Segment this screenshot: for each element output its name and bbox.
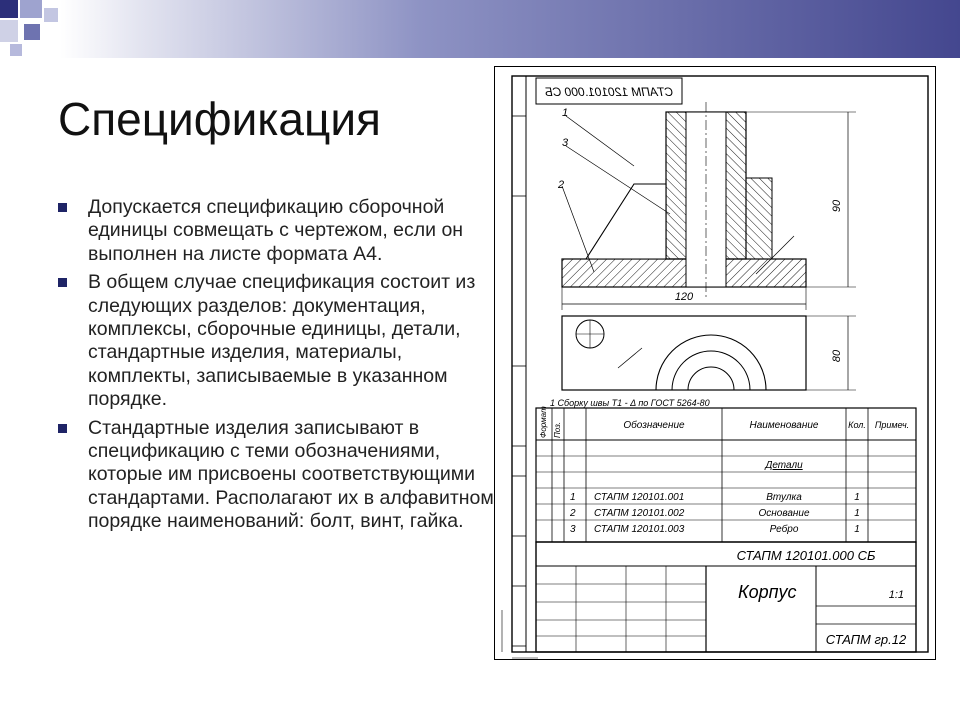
bullet-square-icon [58,424,67,433]
spec-designation: СТАПМ 120101.001 [594,492,685,503]
spec-name: Ребро [769,524,799,535]
bullet-item [52,417,500,534]
mirrored-designation: СТАПМ 120101.000 СБ [544,85,674,99]
rib-left [586,184,666,259]
leader-label: 1 [562,107,569,119]
title-block-designation: СТАПМ 120101.000 СБ [736,548,876,563]
deco-square-2 [20,0,42,18]
bullet-item [52,196,500,266]
spec-name: Втулка [766,492,802,503]
deco-square-1 [0,0,18,18]
spec-qty: 1 [854,508,860,519]
spec-designation: СТАПМ 120101.003 [594,524,685,535]
spec-header-format: Формат [539,406,548,438]
header-band [0,0,960,58]
spec-designation: СТАПМ 120101.002 [594,508,685,519]
deco-square-5 [44,8,58,22]
spec-name: Основание [758,508,810,519]
margin-box [512,116,526,196]
leader-line [618,348,642,368]
spec-header-pos: Поз. [553,421,562,438]
spec-header-qty: Кол. [848,420,866,430]
margin-box [512,586,526,646]
spec-qty: 1 [854,492,860,503]
dim-label: 120 [674,291,694,303]
bullet-square-icon [58,203,67,212]
deco-square-3 [0,20,18,42]
boss-arc-inner [688,367,734,390]
spec-header-note: Примеч. [874,420,910,430]
spec-section: Детали [765,460,803,471]
deco-square-4 [24,24,40,40]
tech-note: 1 Сборку швы Т1 - Δ по ГОСТ 5264-80 [550,398,710,408]
title-block-name: Корпус [738,582,797,602]
spec-header-designation: Обозначение [623,420,685,431]
leader-label: 2 [558,179,565,191]
margin-box [512,366,526,446]
bullet-text: Стандартные изделия записывают в спецификацию с теми обозначениями, которые им присвоены соответствующими стандартами. Располагают их в алфавитном порядке наименований: болт, винт, гайка. [88,416,494,533]
dim-label: 90 [831,199,843,213]
top-view-outline [562,316,806,390]
bullet-item [52,271,500,411]
margin-box [512,476,526,536]
spec-pos: 1 [570,492,576,503]
bullet-square-icon [58,278,67,287]
bullet-list [52,196,500,539]
slide-title: Спецификация [58,93,381,145]
base-plate [562,259,806,287]
bullet-text: В общем случае спецификация состоит из следующих разделов: документация, комплексы, сборочные единицы, детали, стандартные изделия, материалы, комплекты, записываемые в указанном порядке. [88,271,476,411]
deco-square-6 [10,44,22,56]
step-right [746,178,772,259]
dim-label: 80 [831,349,843,363]
leader-label: 3 [562,137,569,149]
spec-header-name: Наименование [749,420,819,431]
boss-arc-mid [672,351,750,390]
leader-line [566,116,634,166]
leader-line [566,146,670,214]
title-block-org: СТАПМ гр.12 [825,632,907,647]
title-block-scale: 1:1 [888,589,904,601]
spec-qty: 1 [854,524,860,535]
drawing-canvas [494,66,938,662]
spec-pos: 2 [570,508,576,519]
bullet-text: Допускается спецификацию сборочной единицы совмещать с чертежом, если он выполнен на листе формата А4. [88,196,464,265]
assembly-drawing [494,66,938,662]
spec-pos: 3 [570,524,576,535]
